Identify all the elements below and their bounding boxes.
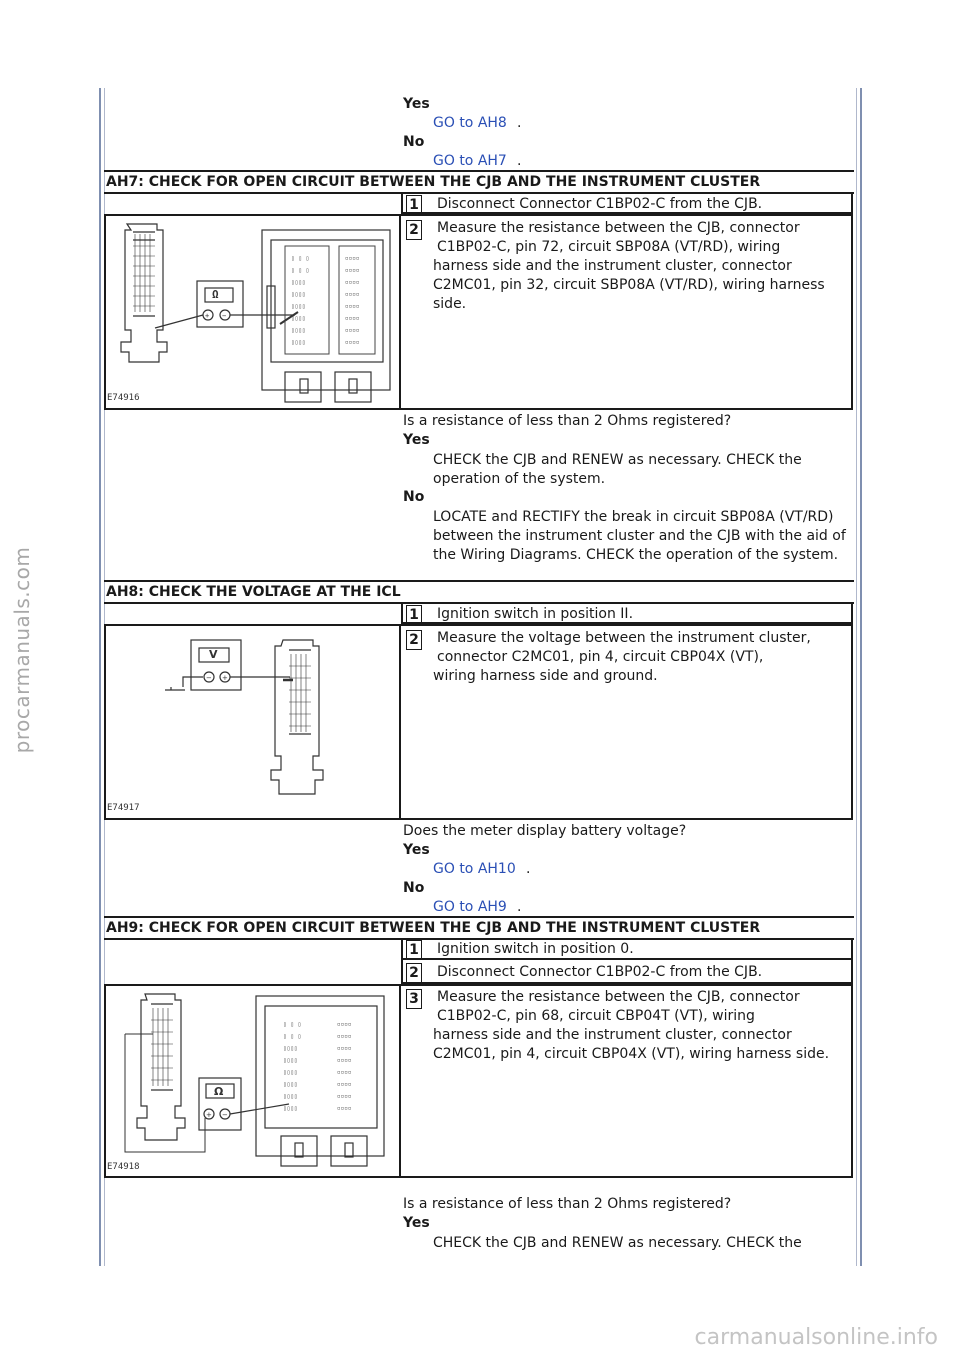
svg-text:▫▫▫▫: ▫▫▫▫ bbox=[337, 1093, 352, 1100]
ah9-step3-num: 3 bbox=[406, 989, 422, 1009]
ah9-yes-label: Yes bbox=[403, 1215, 430, 1231]
ah8-step2-line1: Measure the voltage between the instrument cluster, bbox=[437, 630, 811, 646]
svg-text:Ω: Ω bbox=[212, 288, 219, 301]
svg-text:▯▯▯▯: ▯▯▯▯ bbox=[291, 291, 306, 298]
ah9-wiring-diagram bbox=[105, 986, 397, 1176]
svg-text:▯ ▯ ▯: ▯ ▯ ▯ bbox=[283, 1033, 302, 1040]
no-label: No bbox=[403, 134, 425, 150]
ah9-step1-num: 1 bbox=[406, 940, 422, 960]
svg-text:−: − bbox=[222, 312, 227, 320]
ah7-no-text: LOCATE and RECTIFY the break in circuit SBP08A (VT/RD) between the instrument cluster and the CJB with the aid of the Wiring Diagrams. CHECK the operation of the system. bbox=[433, 509, 846, 563]
goto-ah7-link[interactable]: GO to AH7 bbox=[433, 153, 507, 169]
ah8-figure-id: E74917 bbox=[107, 803, 140, 813]
ah9-question: Is a resistance of less than 2 Ohms registered? bbox=[403, 1196, 732, 1212]
ah7-step1-text: Disconnect Connector C1BP02-C from the CJB. bbox=[437, 196, 763, 212]
ah7-figure-id: E74916 bbox=[107, 393, 140, 403]
svg-text:▫▫▫▫: ▫▫▫▫ bbox=[337, 1045, 352, 1052]
svg-text:▯ ▯ ▯: ▯ ▯ ▯ bbox=[283, 1021, 302, 1028]
ah7-step2-rest: harness side and the instrument cluster, connector C2MC01, pin 32, circuit SBP08A (VT/RD), wiring harness side. bbox=[433, 258, 825, 312]
ah8-step1-num: 1 bbox=[406, 605, 422, 625]
ah8-no-label: No bbox=[403, 880, 425, 896]
svg-text:▫▫▫▫: ▫▫▫▫ bbox=[345, 255, 360, 262]
svg-text:▫▫▫▫: ▫▫▫▫ bbox=[345, 279, 360, 286]
svg-text:▯▯▯▯: ▯▯▯▯ bbox=[283, 1069, 298, 1076]
ah9-yes-text: CHECK the CJB and RENEW as necessary. CHECK the bbox=[433, 1235, 802, 1251]
svg-text:▫▫▫▫: ▫▫▫▫ bbox=[345, 339, 360, 346]
ah9-step2-text: Disconnect Connector C1BP02-C from the CJB. bbox=[437, 964, 763, 980]
ah7-step2-line1: Measure the resistance between the CJB, connector bbox=[437, 220, 800, 236]
yes-label: Yes bbox=[403, 96, 430, 112]
svg-text:▫▫▫▫: ▫▫▫▫ bbox=[337, 1057, 352, 1064]
svg-text:+: + bbox=[222, 674, 228, 682]
ah8-step2-line2: connector C2MC01, pin 4, circuit CBP04X (VT), bbox=[437, 649, 764, 665]
svg-text:Ω: Ω bbox=[214, 1085, 224, 1098]
ah8-step1-text: Ignition switch in position II. bbox=[437, 606, 634, 622]
ah7-question: Is a resistance of less than 2 Ohms registered? bbox=[403, 413, 732, 429]
svg-text:+: + bbox=[205, 312, 210, 320]
ah7-wiring-diagram bbox=[105, 216, 397, 408]
svg-text:▫▫▫▫: ▫▫▫▫ bbox=[345, 291, 360, 298]
ah9-step3-rest: harness side and the instrument cluster, connector C2MC01, pin 4, circuit CBP04X (VT), wiring harness side. bbox=[433, 1027, 830, 1062]
svg-text:▯▯▯▯: ▯▯▯▯ bbox=[291, 339, 306, 346]
ah7-step1-num: 1 bbox=[406, 195, 422, 215]
ah9-step3-line2: C1BP02-C, pin 68, circuit CBP04T (VT), wiring bbox=[437, 1008, 755, 1024]
ah7-step2-line2: C1BP02-C, pin 72, circuit SBP08A (VT/RD), wiring bbox=[437, 239, 781, 255]
ah8-heading: AH8: CHECK THE VOLTAGE AT THE ICL bbox=[104, 580, 854, 604]
ah8-question: Does the meter display battery voltage? bbox=[403, 823, 687, 839]
svg-text:+: + bbox=[206, 1111, 212, 1119]
goto-ah9-link[interactable]: GO to AH9 bbox=[433, 899, 507, 915]
ah7-yes-text: CHECK the CJB and RENEW as necessary. CHECK the operation of the system. bbox=[433, 452, 802, 487]
svg-text:▫▫▫▫: ▫▫▫▫ bbox=[337, 1021, 352, 1028]
svg-text:V: V bbox=[209, 648, 218, 661]
svg-text:−: − bbox=[222, 1111, 228, 1119]
svg-text:▯▯▯▯: ▯▯▯▯ bbox=[291, 303, 306, 310]
ah8-wiring-diagram bbox=[105, 626, 397, 818]
svg-text:▯▯▯▯: ▯▯▯▯ bbox=[283, 1093, 298, 1100]
svg-text:−: − bbox=[206, 674, 212, 682]
svg-text:▯▯▯▯: ▯▯▯▯ bbox=[291, 315, 306, 322]
svg-text:▫▫▫▫: ▫▫▫▫ bbox=[345, 327, 360, 334]
svg-text:▫▫▫▫: ▫▫▫▫ bbox=[337, 1081, 352, 1088]
ah8-yes-label: Yes bbox=[403, 842, 430, 858]
goto-ah10-link[interactable]: GO to AH10 bbox=[433, 861, 516, 877]
svg-text:▯▯▯▯: ▯▯▯▯ bbox=[283, 1105, 298, 1112]
page-rule-right bbox=[860, 88, 862, 1266]
side-watermark: procarmanuals.com bbox=[10, 546, 34, 754]
ah7-no-label: No bbox=[403, 489, 425, 505]
ah9-step3-line1: Measure the resistance between the CJB, connector bbox=[437, 989, 800, 1005]
svg-text:▯▯▯▯: ▯▯▯▯ bbox=[283, 1045, 298, 1052]
footer-watermark: carmanualsonline.info bbox=[694, 1325, 938, 1350]
goto-ah8-link[interactable]: GO to AH8 bbox=[433, 115, 507, 131]
svg-text:▯▯▯▯: ▯▯▯▯ bbox=[291, 327, 306, 334]
svg-text:▯▯▯▯: ▯▯▯▯ bbox=[283, 1057, 298, 1064]
svg-text:▫▫▫▫: ▫▫▫▫ bbox=[345, 315, 360, 322]
ah8-step2-num: 2 bbox=[406, 630, 422, 650]
svg-text:▫▫▫▫: ▫▫▫▫ bbox=[345, 267, 360, 274]
ah7-step2-num: 2 bbox=[406, 220, 422, 240]
page-rule-left bbox=[99, 88, 101, 1266]
svg-text:▯▯▯▯: ▯▯▯▯ bbox=[283, 1081, 298, 1088]
ah9-figure-id: E74918 bbox=[107, 1162, 140, 1172]
svg-text:▫▫▫▫: ▫▫▫▫ bbox=[337, 1105, 352, 1112]
svg-text:▯ ▯ ▯: ▯ ▯ ▯ bbox=[291, 255, 310, 262]
ah8-step2-rest: wiring harness side and ground. bbox=[433, 668, 658, 684]
ah9-step1-text: Ignition switch in position 0. bbox=[437, 941, 634, 957]
svg-text:▫▫▫▫: ▫▫▫▫ bbox=[337, 1033, 352, 1040]
ah9-heading: AH9: CHECK FOR OPEN CIRCUIT BETWEEN THE CJB AND THE INSTRUMENT CLUSTER bbox=[104, 916, 854, 940]
svg-text:▫▫▫▫: ▫▫▫▫ bbox=[337, 1069, 352, 1076]
page-rule-right-inner bbox=[856, 88, 857, 1266]
ah9-step2-num: 2 bbox=[406, 963, 422, 983]
svg-text:▯▯▯▯: ▯▯▯▯ bbox=[291, 279, 306, 286]
svg-text:▫▫▫▫: ▫▫▫▫ bbox=[345, 303, 360, 310]
svg-text:▯ ▯ ▯: ▯ ▯ ▯ bbox=[291, 267, 310, 274]
ah7-heading: AH7: CHECK FOR OPEN CIRCUIT BETWEEN THE CJB AND THE INSTRUMENT CLUSTER bbox=[104, 170, 854, 194]
ah7-yes-label: Yes bbox=[403, 432, 430, 448]
